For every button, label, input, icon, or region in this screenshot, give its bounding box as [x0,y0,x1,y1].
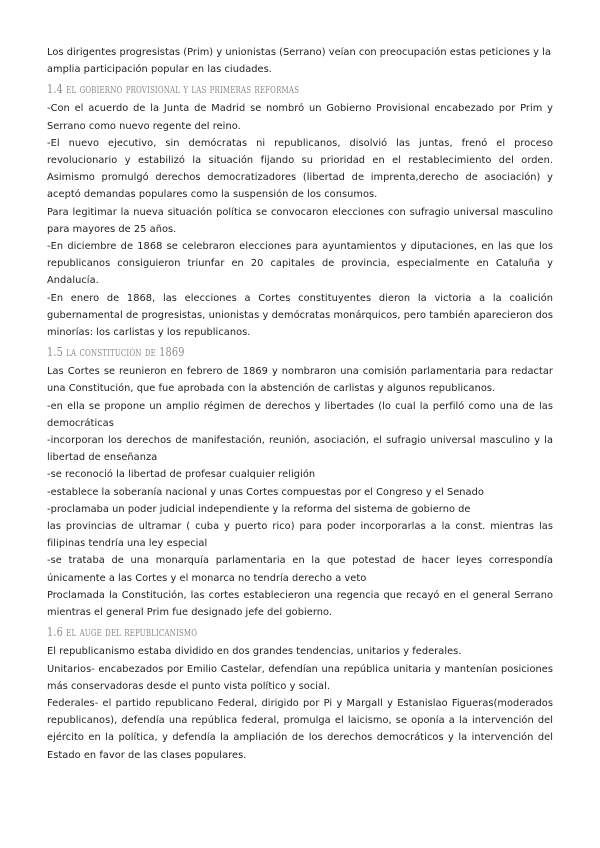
paragraph: Las Cortes se reunieron en febrero de 1869 y nombraron una comisión parlamentaria para redactar una Constitución, que fue aprobada con la abstención de carlistas y algunos republicanos. [47,366,553,395]
paragraph: -Con el acuerdo de la Junta de Madrid se nombró un Gobierno Provisional encabezado por Prim y Serrano como nuevo regente del reino. [47,103,553,132]
section-1-5-body [47,363,553,621]
paragraph: -incorporan los derechos de manifestación, reunión, asociación, el sufragio universal masculino y la libertad de enseñanza [47,435,553,464]
paragraph: -En enero de 1868, las elecciones a Cortes constituyentes dieron la victoria a la coalición gubernamental de progresistas, unionistas y demócratas monárquicos, pero también aparecieron dos minorías: los carlistas y los republicanos. [47,292,553,339]
paragraph: El republicanismo estaba dividido en dos grandes tendencias, unitarios y federales. [47,646,462,658]
paragraph: Federales- el partido republicano Federal, dirigido por Pi y Margall y Estanislao Figueras(moderados republicanos), defendía una república federal, promulga el laicismo, se oponía a la intervención del ejército en la política, y defendía la ampliación de los derechos democráticos y la intervención del Estado en favor de las clases populares. [47,697,553,761]
paragraph: -se reconoció la libertad de profesar cualquier religión [47,469,316,481]
section-1-4-body [47,100,553,341]
paragraph: -El nuevo ejecutivo, sin demócratas ni republicanos, disolvió las juntas, frenó el proceso revolucionario y estabilizó la situación fijando su prioridad en el restablecimiento del orden. Asimismo promulgó derechos democratizadores (libertad de imprenta,derecho de asociación) y aceptó demandas populares como la suspensión de los consumos. [47,137,553,201]
intro-block [47,44,553,78]
section-1-6-body [47,643,553,763]
paragraph: Para legitimar la nueva situación política se convocaron elecciones con sufragio universal masculino para mayores de 25 años. [47,206,553,235]
section-heading-1-6: 1.6 el auge del republicanismo [47,624,198,640]
section-heading-1-4: 1.4 el gobierno provisional y las primeras reformas [47,81,300,97]
paragraph: -En diciembre de 1868 se celebraron elecciones para ayuntamientos y diputaciones, en las que los republicanos consiguieron triunfar en 20 capitales de provincia, especialmente en Cataluña y Andalucía. [47,241,553,287]
paragraph: -proclamaba un poder judicial independiente y la reforma del sistema de gobierno de [47,503,471,515]
paragraph: Unitarios- encabezados por Emilio Castelar, defendían una república unitaria y mantenían posiciones más conservadoras desde el punto vista político y social. [47,663,553,692]
paragraph: -en ella se propone un amplio régimen de derechos y libertades (lo cual la perfiló como una de las democráticas [47,400,553,429]
paragraph: Los dirigentes progresistas (Prim) y unionistas (Serrano) veían con preocupación estas peticiones y la amplia participación popular en las ciudades. [47,47,552,76]
paragraph: -establece la soberanía nacional y unas Cortes compuestas por el Congreso y el Senado [47,486,484,498]
paragraph: las provincias de ultramar ( cuba y puerto rico) para poder incorporarlas a la const. mientras las filipinas tendría una ley especial [47,521,553,550]
paragraph: -se trataba de una monarquía parlamentaria en la que potestad de hacer leyes correspondía únicamente a las Cortes y el monarca no tendría derecho a veto [47,555,553,584]
paragraph: Proclamada la Constitución, las cortes establecieron una regencia que recayó en el general Serrano mientras el general Prim fue designado jefe del gobierno. [47,589,553,619]
section-heading-1-5: 1.5 la constitución de 1869 [47,344,185,360]
